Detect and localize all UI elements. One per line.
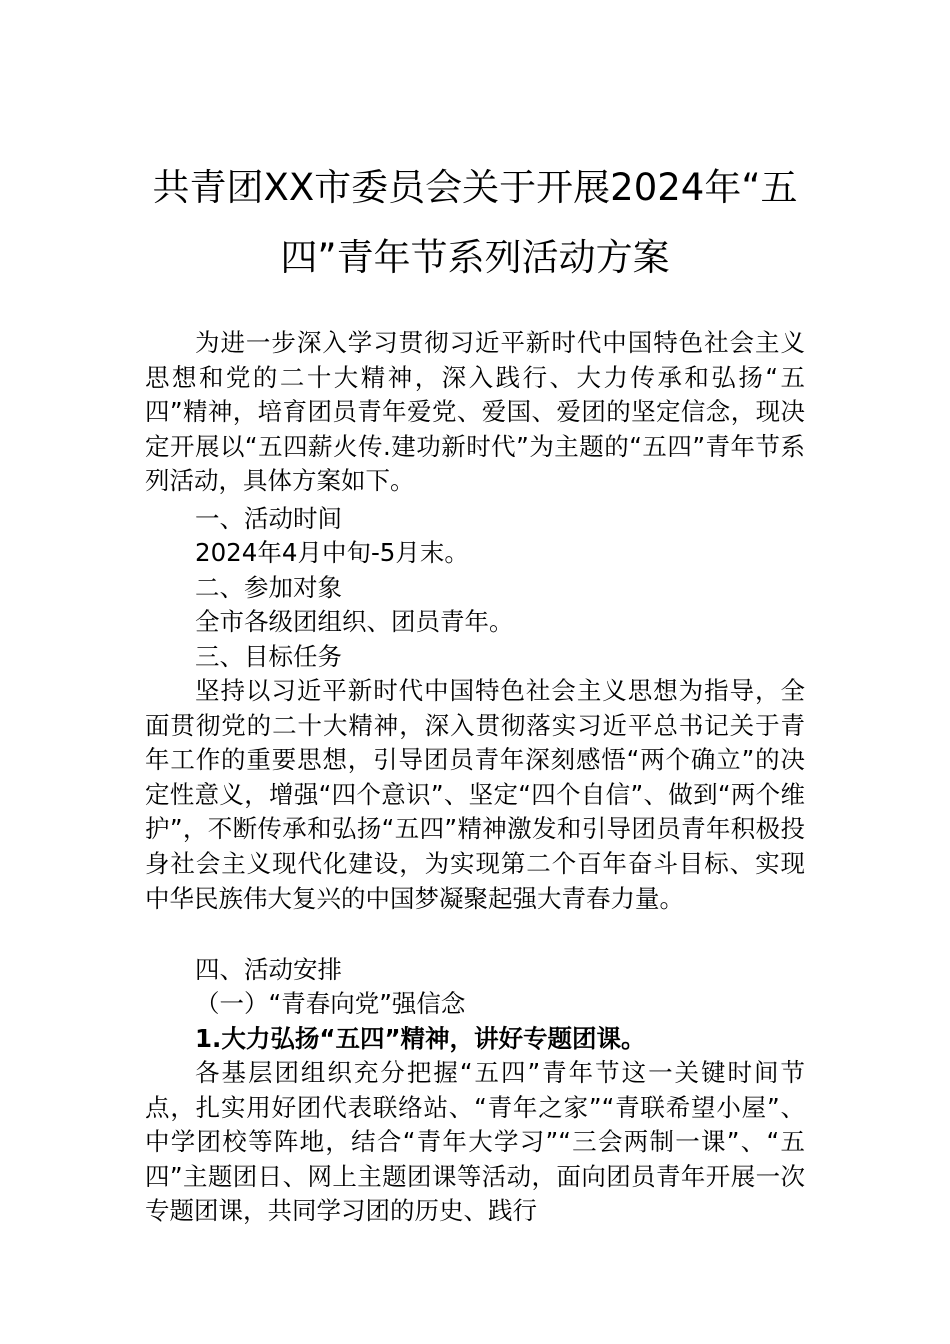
section-heading-goals: 三、目标任务 (195, 642, 342, 671)
document-title-line-1: 共青团XX市委员会关于开展2024年“五 (152, 166, 798, 209)
document-title-line-2: 四”青年节系列活动方案 (280, 236, 670, 279)
subsection-heading-1: （一）“青春向党”强信念 (195, 989, 466, 1018)
item-heading-1: 1.大力弘扬“五四”精神，讲好专题团课。 (195, 1024, 646, 1053)
section-heading-participants: 二、参加对象 (195, 573, 342, 602)
section-body-participants: 全市各级团组织、团员青年。 (195, 607, 514, 636)
section-heading-arrangement: 四、活动安排 (195, 955, 342, 984)
section-heading-time: 一、活动时间 (195, 504, 342, 533)
section-body-goals: 坚持以习近平新时代中国特色社会主义思想为指导，全面贯彻党的二十大精神，深入贯彻落实习近平总书记关于青年工作的重要思想，引导团员青年深刻感悟“两个确立”的决定性意义，增强“四个意识”、坚定“四个自信”、做到“两个维护”，不断传承和弘扬“五四”精神激发和引导团员青年积极投身社会主义现代化建设，为实现第二个百年奋斗目标、实现中华民族伟大复兴的中国梦凝聚起强大青春力量。 (145, 676, 805, 913)
section-body-time: 2024年4月中旬-5月末。 (195, 538, 469, 567)
intro-paragraph: 为进一步深入学习贯彻习近平新时代中国特色社会主义思想和党的二十大精神，深入践行、大力传承和弘扬“五四”精神，培育团员青年爱党、爱国、爱团的坚定信念，现决定开展以“五四薪火传.建功新时代”为主题的“五四”青年节系列活动，具体方案如下。 (145, 328, 805, 496)
item-body-1: 各基层团组织充分把握“五四”青年节这一关键时间节点，扎实用好团代表联络站、“青年之家”“青联希望小屋”、中学团校等阵地，结合“青年大学习”“三会两制一课”、“五四”主题团日、网上主题团课等活动，面向团员青年开展一次专题团课，共同学习团的历史、践行 (145, 1058, 805, 1226)
